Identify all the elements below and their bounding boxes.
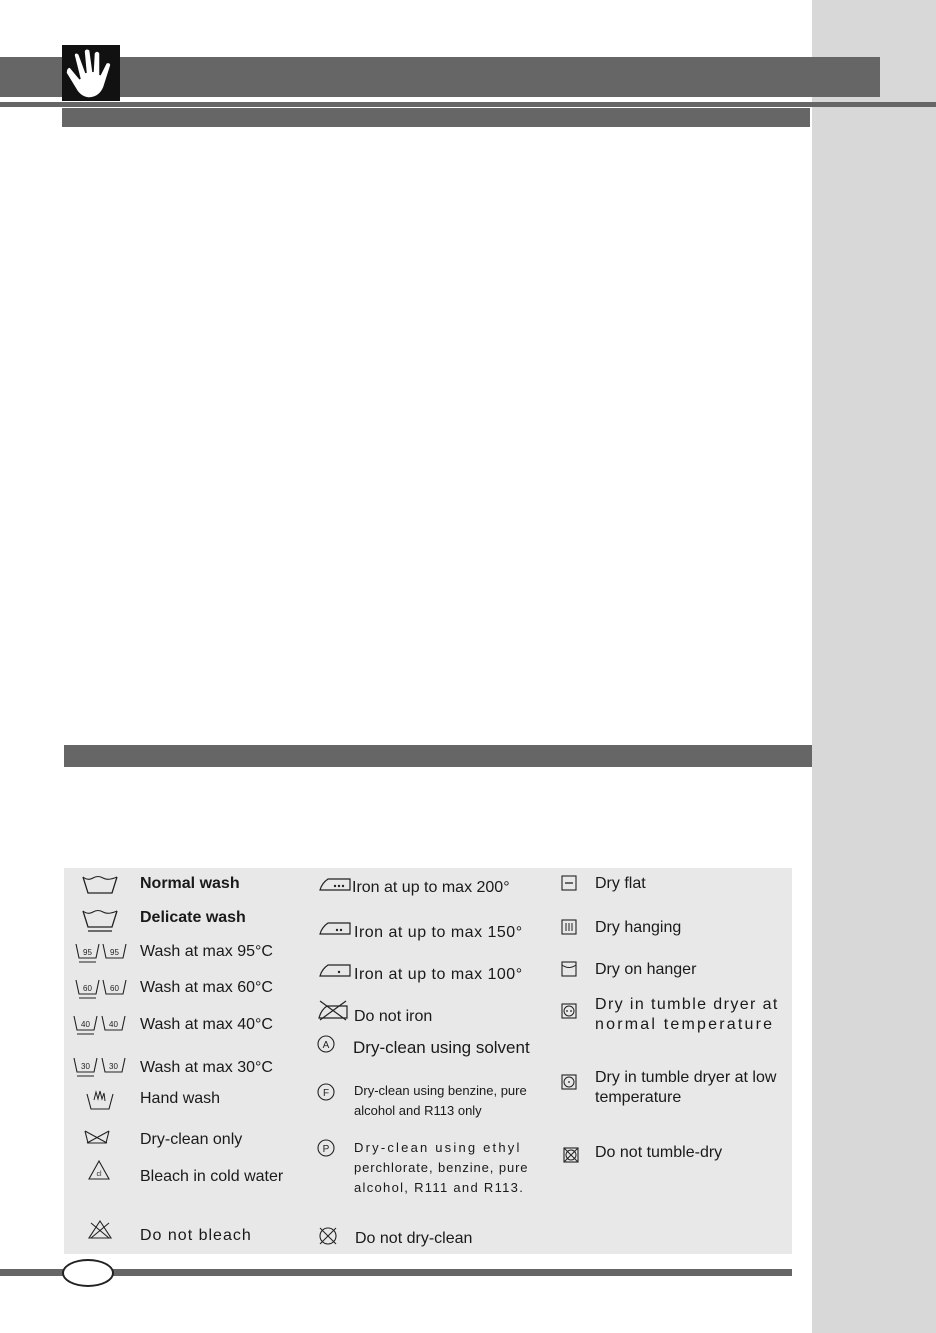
tumble-dry-low-icon <box>560 1073 580 1093</box>
dry-clean-only-icon <box>82 1128 112 1146</box>
washtub-icon <box>80 874 120 896</box>
label-dry-clean-only: Dry-clean only <box>140 1131 243 1148</box>
svg-text:95: 95 <box>110 948 119 957</box>
iron-two-dots-icon <box>318 919 352 937</box>
label-dry-on-hanger: Dry on hanger <box>595 961 697 978</box>
svg-text:60: 60 <box>83 984 92 993</box>
right-sidebar <box>812 0 936 1333</box>
label-dry-clean-solvent: Dry-clean using solvent <box>353 1038 530 1057</box>
label-dry-hanging: Dry hanging <box>595 919 682 936</box>
label-bleach-cold: Bleach in cold water <box>140 1168 284 1185</box>
svg-text:95: 95 <box>83 948 92 957</box>
washtub-delicate-icon <box>80 908 120 934</box>
circle-f-icon <box>316 1082 338 1104</box>
label-tumble-low-line1: Dry in tumble dryer at low <box>595 1069 777 1086</box>
washtub-30-icon <box>72 1056 128 1080</box>
label-tumble-low-line2: temperature <box>595 1089 682 1106</box>
svg-text:60: 60 <box>110 984 119 993</box>
label-iron-200: Iron at up to max 200° <box>352 879 510 896</box>
subheader-band <box>62 108 810 127</box>
label-dry-clean-benzine-line1: Dry-clean using benzine, pure <box>354 1083 527 1098</box>
label-tumble-normal-line1: Dry in tumble dryer at <box>595 996 779 1013</box>
label-dry-flat: Dry flat <box>595 875 646 892</box>
hand-wash-icon <box>84 1088 116 1112</box>
label-do-not-tumble-dry: Do not tumble-dry <box>595 1144 723 1161</box>
label-hand-wash: Hand wash <box>140 1090 221 1107</box>
dry-on-hanger-icon <box>560 960 580 980</box>
header-rule <box>0 102 936 107</box>
do-not-iron-icon <box>316 998 350 1022</box>
label-wash-30: Wash at max 30°C <box>140 1059 273 1076</box>
washtub-60-icon <box>74 978 128 1002</box>
iron-three-dots-icon <box>318 875 352 893</box>
svg-text:P: P <box>322 1144 330 1155</box>
label-dry-clean-ethyl-line3: alcohol, R111 and R113. <box>354 1180 525 1195</box>
label-do-not-dry-clean: Do not dry-clean <box>355 1230 473 1247</box>
label-iron-100: Iron at up to max 100° <box>354 966 523 983</box>
label-iron-150: Iron at up to max 150° <box>354 924 523 941</box>
label-wash-40: Wash at max 40°C <box>140 1016 273 1033</box>
label-dry-clean-benzine-line2: alcohol and R113 only <box>354 1103 482 1118</box>
iron-one-dot-icon <box>318 961 352 979</box>
svg-text:A: A <box>322 1040 330 1051</box>
label-dry-clean-ethyl-line2: perchlorate, benzine, pure <box>354 1160 529 1175</box>
label-wash-60: Wash at max 60°C <box>140 979 273 996</box>
svg-text:30: 30 <box>81 1062 90 1071</box>
svg-text:40: 40 <box>109 1020 118 1029</box>
tumble-dry-normal-icon <box>560 1002 580 1022</box>
label-wash-95: Wash at max 95°C <box>140 943 273 960</box>
label-normal-wash: Normal wash <box>140 875 240 892</box>
dry-flat-icon <box>560 874 580 894</box>
section-band <box>64 745 812 767</box>
circle-a-icon <box>316 1034 338 1056</box>
do-not-bleach-icon <box>86 1218 114 1240</box>
label-dry-clean-ethyl-line1: Dry-clean using ethyl <box>354 1140 522 1155</box>
label-tumble-normal-line2: normal temperature <box>595 1016 775 1033</box>
label-do-not-iron: Do not iron <box>354 1008 433 1025</box>
svg-text:40: 40 <box>81 1020 90 1029</box>
dry-hanging-icon <box>560 918 580 938</box>
do-not-dry-clean-icon <box>318 1226 340 1248</box>
svg-text:cl: cl <box>96 1171 102 1178</box>
washtub-95-icon <box>74 942 128 966</box>
page-number-oval <box>62 1259 114 1287</box>
svg-text:30: 30 <box>109 1062 118 1071</box>
washtub-40-icon <box>72 1014 128 1038</box>
do-not-tumble-dry-icon <box>562 1146 582 1166</box>
footer-rule <box>0 1269 792 1276</box>
label-delicate-wash: Delicate wash <box>140 909 246 926</box>
svg-text:F: F <box>322 1088 330 1099</box>
header-band <box>0 57 880 97</box>
hand-icon <box>62 45 120 101</box>
circle-p-icon <box>316 1138 338 1160</box>
label-do-not-bleach: Do not bleach <box>140 1227 252 1244</box>
bleach-triangle-icon <box>86 1158 112 1182</box>
